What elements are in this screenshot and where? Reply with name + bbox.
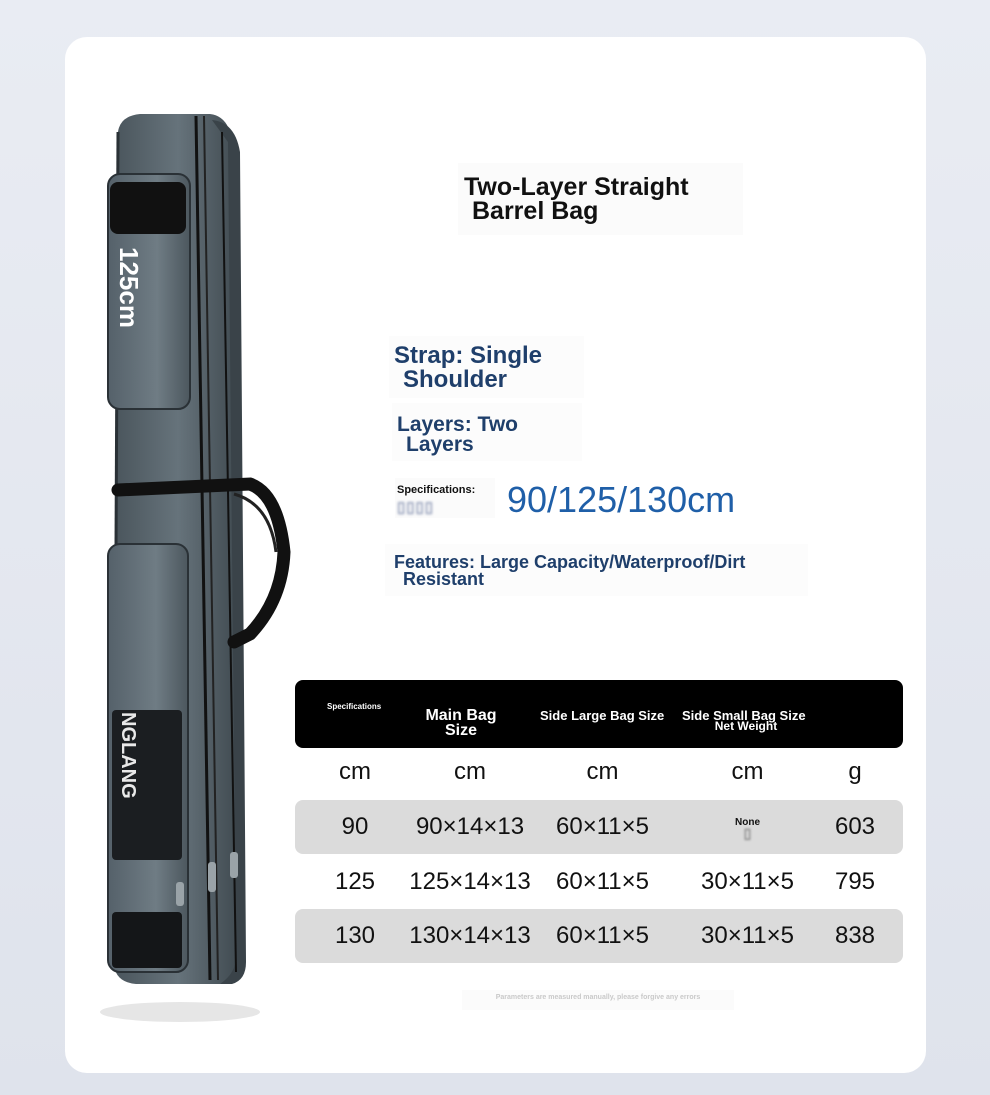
- rod-bag-image: [100, 112, 300, 1032]
- bag-brand-print: NGLANG: [117, 712, 139, 799]
- header-specifications: Specifications: [327, 702, 382, 711]
- features-line-1: Features: Large Capacity/Waterproof/Dirt: [394, 552, 746, 572]
- table-cell: 130×14×13: [409, 922, 531, 949]
- header-side-large-bag-size: Side Large Bag Size: [540, 708, 665, 723]
- specifications-label-text: Specifications:: [397, 484, 476, 496]
- none-text: None: [735, 816, 760, 828]
- table-cell: 795: [834, 868, 876, 895]
- blurred-text: ▯: [743, 824, 752, 841]
- table-cell: 125: [334, 868, 376, 895]
- product-title: [458, 163, 743, 235]
- table-row: [295, 855, 903, 909]
- features-line-2: Resistant: [403, 569, 485, 589]
- spec-table-header: [295, 680, 903, 748]
- table-cell: 90: [341, 813, 369, 840]
- layers-line-1: Layers: Two: [397, 413, 518, 436]
- table-cell: cm: [454, 758, 486, 785]
- strap-line-1: Strap: Single: [394, 342, 543, 369]
- bag-size-print: 125cm: [114, 247, 144, 328]
- table-cell: 60×11×5: [556, 922, 649, 949]
- table-cell: cm: [731, 758, 764, 785]
- table-cell: cm: [339, 758, 371, 785]
- table-cell: 60×11×5: [556, 813, 649, 840]
- table-cell: cm: [586, 758, 619, 785]
- table-row: [295, 800, 903, 854]
- layers-line-2: Layers: [406, 433, 474, 456]
- title-line-2: Barrel Bag: [472, 197, 599, 225]
- table-units-row: [295, 746, 903, 798]
- table-cell: g: [848, 758, 862, 785]
- table-cell: 603: [834, 813, 876, 840]
- table-cell: 125×14×13: [409, 868, 531, 895]
- blurred-text: ▯▯▯▯: [397, 499, 435, 516]
- table-row: [295, 909, 903, 963]
- table-cell: 130: [334, 922, 376, 949]
- strap-line-2: Shoulder: [403, 366, 508, 393]
- measurement-footnote: Parameters are measured manually, please forgive any errors: [462, 990, 734, 1010]
- header-net-weight: Net Weight: [714, 719, 778, 733]
- table-cell: 30×11×5: [701, 868, 794, 895]
- features-spec: [385, 544, 808, 596]
- table-cell-none: [675, 800, 820, 854]
- header-main-bag-size: Main Bag Size: [425, 707, 497, 739]
- table-cell: 30×11×5: [701, 922, 794, 949]
- table-cell: 838: [834, 922, 876, 949]
- specifications-label: [395, 478, 495, 518]
- header-side-small-bag-size: Side Small Bag Size: [682, 708, 806, 723]
- title-line-1: Two-Layer Straight: [464, 173, 689, 201]
- table-cell: 90×14×13: [415, 813, 525, 840]
- layers-spec: [392, 403, 582, 461]
- table-cell: 60×11×5: [556, 868, 649, 895]
- specifications-value: 90/125/130cm: [507, 479, 736, 520]
- strap-spec: [389, 336, 584, 398]
